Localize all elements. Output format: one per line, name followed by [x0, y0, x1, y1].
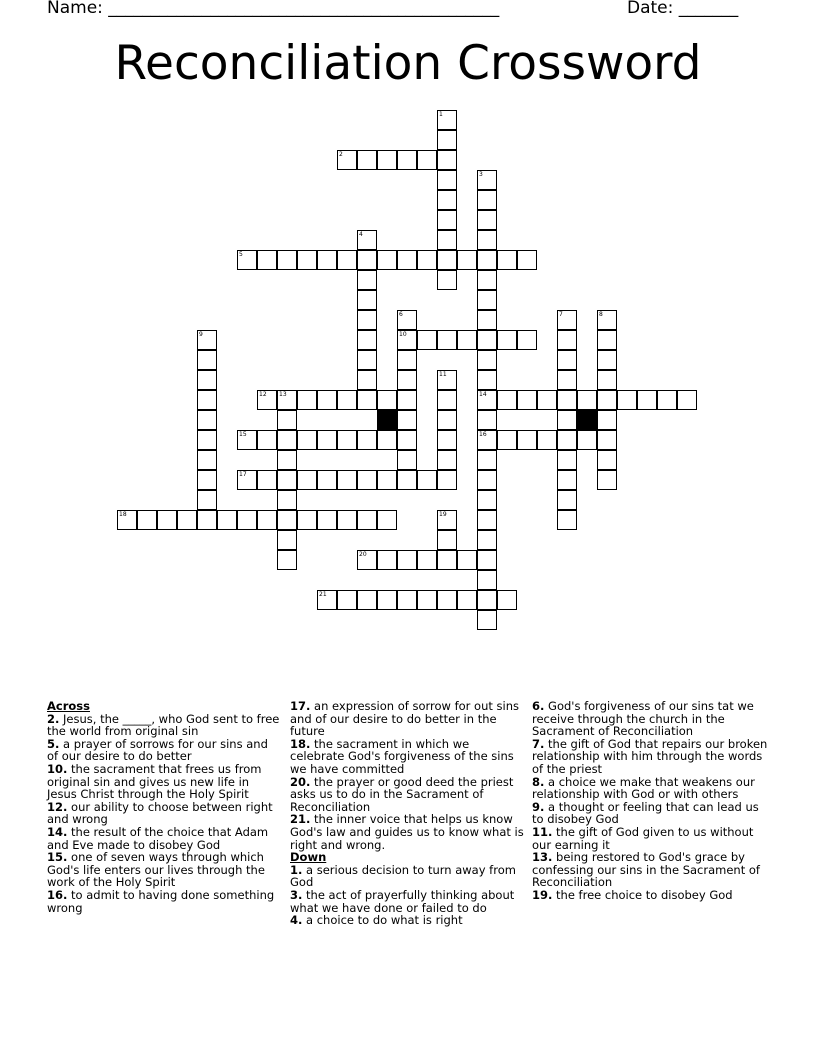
clue-text: the free choice to disobey God [552, 887, 733, 902]
grid-cell[interactable] [457, 330, 477, 350]
grid-cell[interactable] [397, 150, 417, 170]
clue-number: 15. [47, 850, 68, 865]
grid-cell[interactable] [557, 330, 577, 350]
clue-16 [47, 889, 282, 914]
grid-cell[interactable] [297, 510, 317, 530]
grid-cell[interactable] [277, 550, 297, 570]
grid-cell[interactable] [437, 590, 457, 610]
grid-cell[interactable] [477, 210, 497, 230]
grid-cell[interactable] [257, 470, 277, 490]
clue-20 [290, 776, 525, 814]
grid-cell[interactable] [557, 410, 577, 430]
grid-cell[interactable] [557, 350, 577, 370]
clue-text: God's forgiveness of our sins tat we receive through the church in the Sacrament of Reconciliation [532, 699, 754, 739]
clue-number: 21. [290, 812, 311, 827]
grid-cell[interactable] [197, 370, 217, 390]
grid-cell[interactable] [157, 510, 177, 530]
clue-number-3: 3 [479, 171, 483, 178]
clue-number-21: 21 [319, 591, 327, 598]
grid-cell[interactable] [557, 390, 577, 410]
grid-cell[interactable] [417, 330, 437, 350]
grid-cell[interactable] [337, 430, 357, 450]
clue-number-15: 15 [239, 431, 247, 438]
grid-cell[interactable] [657, 390, 677, 410]
black-cell [377, 410, 397, 430]
grid-cell[interactable] [217, 510, 237, 530]
grid-cell[interactable] [197, 410, 217, 430]
clue-number: 7. [532, 736, 545, 751]
clues-column-2 [290, 700, 525, 927]
clue-number: 4. [290, 913, 303, 928]
clue-text: the result of the choice that Adam and Eve made to disobey God [47, 824, 269, 852]
clue-number-17: 17 [239, 471, 247, 478]
grid-cell[interactable] [417, 470, 437, 490]
grid-cell[interactable] [397, 350, 417, 370]
grid-cell[interactable] [197, 490, 217, 510]
clue-number-5: 5 [239, 251, 243, 258]
grid-cell[interactable] [477, 310, 497, 330]
clue-text: Jesus, the _____, who God sent to free the world from original sin [47, 711, 280, 739]
clue-text: one of seven ways through which God's life enters our lives through the work of the Holy Spirit [47, 850, 265, 890]
grid-cell[interactable] [477, 290, 497, 310]
grid-cell[interactable] [437, 150, 457, 170]
clue-21 [290, 813, 525, 851]
grid-cell[interactable] [637, 390, 657, 410]
grid-cell[interactable] [497, 390, 517, 410]
grid-cell[interactable] [437, 470, 457, 490]
clue-text: a prayer of sorrows for our sins and of our desire to do better [47, 736, 268, 764]
clue-text: an expression of sorrow for out sins and of our desire to do better in the future [290, 699, 519, 739]
grid-cell[interactable] [437, 410, 457, 430]
grid-cell[interactable] [377, 470, 397, 490]
grid-cell[interactable] [677, 390, 697, 410]
grid-cell[interactable] [557, 510, 577, 530]
grid-cell[interactable] [377, 510, 397, 530]
grid-cell[interactable] [337, 390, 357, 410]
grid-cell[interactable] [277, 490, 297, 510]
grid-cell[interactable] [377, 430, 397, 450]
date-field-label[interactable]: Date: _______ [627, 0, 739, 18]
clue-number: 14. [47, 824, 68, 839]
clue-13 [532, 851, 772, 889]
clue-6 [532, 700, 772, 738]
grid-cell[interactable] [237, 510, 257, 530]
grid-cell[interactable] [317, 390, 337, 410]
clue-number: 1. [290, 862, 303, 877]
grid-cell[interactable] [197, 430, 217, 450]
grid-cell[interactable] [197, 470, 217, 490]
clue-12 [47, 801, 282, 826]
grid-cell[interactable] [417, 590, 437, 610]
clue-number: 13. [532, 850, 553, 865]
grid-cell[interactable] [517, 430, 537, 450]
grid-cell[interactable] [477, 550, 497, 570]
down-clue-list [290, 864, 525, 927]
clue-7 [532, 738, 772, 776]
clue-2 [47, 713, 282, 738]
grid-cell[interactable] [477, 370, 497, 390]
grid-cell[interactable] [337, 250, 357, 270]
grid-cell[interactable] [577, 390, 597, 410]
grid-cell[interactable] [597, 410, 617, 430]
grid-cell[interactable] [437, 390, 457, 410]
clues-column-1 [47, 700, 282, 914]
grid-cell[interactable] [597, 430, 617, 450]
clue-number: 18. [290, 736, 311, 751]
clue-number: 3. [290, 887, 303, 902]
grid-cell[interactable] [417, 250, 437, 270]
grid-cell[interactable] [577, 430, 597, 450]
clue-10 [47, 763, 282, 801]
grid-cell[interactable] [497, 250, 517, 270]
grid-cell[interactable] [437, 210, 457, 230]
grid-cell[interactable] [277, 530, 297, 550]
clue-number-7: 7 [559, 311, 563, 318]
black-cell [577, 410, 597, 430]
clue-number-2: 2 [339, 151, 343, 158]
down-clue-list-continued [532, 700, 772, 902]
grid-cell[interactable] [357, 390, 377, 410]
grid-cell[interactable] [437, 270, 457, 290]
grid-cell[interactable] [477, 410, 497, 430]
clue-text: the prayer or good deed the priest asks us to do in the Sacrament of Reconciliation [290, 774, 514, 814]
clue-number-11: 11 [439, 371, 447, 378]
grid-cell[interactable] [197, 510, 217, 530]
grid-cell[interactable] [357, 290, 377, 310]
clue-9 [532, 801, 772, 826]
grid-cell[interactable] [457, 250, 477, 270]
grid-cell[interactable] [437, 250, 457, 270]
grid-cell[interactable] [617, 390, 637, 410]
clue-text: the inner voice that helps us know God's law and guides us to know what is right and wrong. [290, 812, 524, 852]
clues-column-3 [532, 700, 772, 902]
grid-cell[interactable] [477, 510, 497, 530]
across-heading: Across [47, 699, 90, 713]
clue-number: 12. [47, 799, 68, 814]
clue-number-16: 16 [479, 431, 487, 438]
clue-8 [532, 776, 772, 801]
clue-number: 17. [290, 699, 311, 713]
grid-cell[interactable] [297, 430, 317, 450]
clue-number-8: 8 [599, 311, 603, 318]
clue-number: 11. [532, 824, 553, 839]
grid-cell[interactable] [277, 430, 297, 450]
clue-number-14: 14 [479, 391, 487, 398]
grid-cell[interactable] [597, 370, 617, 390]
grid-cell[interactable] [277, 410, 297, 430]
clue-number-18: 18 [119, 511, 127, 518]
clue-text: the gift of God that repairs our broken relationship with him through the words of the priest [532, 736, 768, 776]
clue-number-4: 4 [359, 231, 363, 238]
grid-cell[interactable] [597, 470, 617, 490]
grid-cell[interactable] [477, 590, 497, 610]
clue-5 [47, 738, 282, 763]
grid-cell[interactable] [477, 610, 497, 630]
grid-cell[interactable] [477, 190, 497, 210]
grid-cell[interactable] [397, 550, 417, 570]
clue-number: 5. [47, 736, 60, 751]
grid-cell[interactable] [377, 590, 397, 610]
grid-cell[interactable] [557, 490, 577, 510]
grid-cell[interactable] [477, 490, 497, 510]
clue-text: to admit to having done something wrong [47, 887, 275, 915]
grid-cell[interactable] [597, 390, 617, 410]
grid-cell[interactable] [477, 230, 497, 250]
grid-cell[interactable] [497, 330, 517, 350]
grid-cell[interactable] [397, 430, 417, 450]
clue-text: a thought or feeling that can lead us to disobey God [532, 799, 759, 827]
grid-cell[interactable] [277, 450, 297, 470]
grid-cell[interactable] [337, 470, 357, 490]
clue-number-9: 9 [199, 331, 203, 338]
grid-cell[interactable] [557, 370, 577, 390]
grid-cell[interactable] [357, 350, 377, 370]
grid-cell[interactable] [397, 590, 417, 610]
clue-11 [532, 826, 772, 851]
grid-cell[interactable] [437, 330, 457, 350]
grid-cell[interactable] [497, 430, 517, 450]
grid-cell[interactable] [437, 430, 457, 450]
grid-cell[interactable] [537, 390, 557, 410]
grid-cell[interactable] [277, 510, 297, 530]
clue-number: 16. [47, 887, 68, 902]
clue-1 [290, 864, 525, 889]
grid-cell[interactable] [257, 250, 277, 270]
grid-cell[interactable] [397, 410, 417, 430]
grid-cell[interactable] [357, 330, 377, 350]
grid-cell[interactable] [417, 550, 437, 570]
down-heading: Down [290, 850, 327, 865]
grid-cell[interactable] [477, 250, 497, 270]
grid-cell[interactable] [557, 470, 577, 490]
grid-cell[interactable] [377, 150, 397, 170]
clue-number-6: 6 [399, 311, 403, 318]
grid-cell[interactable] [397, 250, 417, 270]
grid-cell[interactable] [317, 250, 337, 270]
grid-cell[interactable] [337, 590, 357, 610]
grid-cell[interactable] [297, 470, 317, 490]
grid-cell[interactable] [477, 350, 497, 370]
clue-text: our ability to choose between right and wrong [47, 799, 273, 827]
grid-cell[interactable] [517, 390, 537, 410]
grid-cell[interactable] [397, 370, 417, 390]
grid-cell[interactable] [517, 250, 537, 270]
grid-cell[interactable] [257, 510, 277, 530]
clue-text: the act of prayerfully thinking about what we have done or failed to do [290, 887, 515, 915]
grid-cell[interactable] [477, 570, 497, 590]
grid-cell[interactable] [477, 330, 497, 350]
grid-cell[interactable] [297, 250, 317, 270]
clue-text: a choice we make that weakens our relationship with God or with others [532, 774, 755, 802]
grid-cell[interactable] [357, 370, 377, 390]
grid-cell[interactable] [397, 390, 417, 410]
grid-cell[interactable] [597, 330, 617, 350]
grid-cell[interactable] [277, 470, 297, 490]
grid-cell[interactable] [437, 190, 457, 210]
clue-number-1: 1 [439, 111, 443, 118]
grid-cell[interactable] [417, 150, 437, 170]
grid-cell[interactable] [437, 450, 457, 470]
grid-cell[interactable] [437, 530, 457, 550]
grid-cell[interactable] [597, 350, 617, 370]
clue-text: a serious decision to turn away from God [290, 862, 516, 890]
clue-number: 2. [47, 711, 60, 726]
clue-3 [290, 889, 525, 914]
grid-cell[interactable] [397, 470, 417, 490]
clue-text: a choice to do what is right [302, 913, 463, 928]
grid-cell[interactable] [277, 250, 297, 270]
grid-cell[interactable] [477, 530, 497, 550]
grid-cell[interactable] [357, 470, 377, 490]
grid-cell[interactable] [317, 430, 337, 450]
grid-cell[interactable] [197, 350, 217, 370]
clue-number: 8. [532, 774, 545, 789]
name-field-label[interactable]: Name: ______________________________________________ [47, 0, 500, 18]
grid-cell[interactable] [557, 450, 577, 470]
grid-cell[interactable] [137, 510, 157, 530]
grid-cell[interactable] [357, 590, 377, 610]
clue-18 [290, 738, 525, 776]
clue-text: the gift of God given to us without our earning it [532, 824, 754, 852]
across-clue-list [47, 713, 282, 915]
clue-15 [47, 851, 282, 889]
grid-cell[interactable] [557, 430, 577, 450]
grid-cell[interactable] [317, 510, 337, 530]
clue-number-19: 19 [439, 511, 447, 518]
clue-number-20: 20 [359, 551, 367, 558]
grid-cell[interactable] [437, 550, 457, 570]
grid-cell[interactable] [337, 510, 357, 530]
clue-4 [290, 914, 525, 927]
clue-number-13: 13 [279, 391, 287, 398]
grid-cell[interactable] [357, 310, 377, 330]
grid-cell[interactable] [597, 450, 617, 470]
clue-number-10: 10 [399, 331, 407, 338]
grid-cell[interactable] [317, 470, 337, 490]
grid-cell[interactable] [517, 330, 537, 350]
grid-cell[interactable] [477, 470, 497, 490]
clue-19 [532, 889, 772, 902]
grid-cell[interactable] [477, 270, 497, 290]
clue-text: being restored to God's grace by confessing our sins in the Sacrament of Reconciliation [532, 850, 760, 890]
grid-cell[interactable] [497, 590, 517, 610]
grid-cell[interactable] [357, 270, 377, 290]
grid-cell[interactable] [457, 590, 477, 610]
grid-cell[interactable] [297, 390, 317, 410]
grid-cell[interactable] [377, 550, 397, 570]
clue-17 [290, 700, 525, 738]
clue-number: 10. [47, 761, 68, 776]
clue-number: 9. [532, 799, 545, 814]
clue-number: 20. [290, 774, 311, 789]
grid-cell[interactable] [437, 130, 457, 150]
grid-cell[interactable] [357, 430, 377, 450]
grid-cell[interactable] [397, 450, 417, 470]
grid-cell[interactable] [357, 510, 377, 530]
grid-cell[interactable] [437, 170, 457, 190]
clue-number: 6. [532, 699, 545, 713]
grid-cell[interactable] [357, 250, 377, 270]
grid-cell[interactable] [197, 390, 217, 410]
grid-cell[interactable] [357, 150, 377, 170]
clue-text: the sacrament in which we celebrate God's forgiveness of the sins we have committed [290, 736, 514, 776]
grid-cell[interactable] [377, 250, 397, 270]
grid-cell[interactable] [537, 430, 557, 450]
clue-number-12: 12 [259, 391, 267, 398]
grid-cell[interactable] [377, 390, 397, 410]
page-title: Reconciliation Crossword [114, 36, 702, 91]
grid-cell[interactable] [437, 230, 457, 250]
grid-cell[interactable] [257, 430, 277, 450]
grid-cell[interactable] [177, 510, 197, 530]
grid-cell[interactable] [197, 450, 217, 470]
clue-text: the sacrament that frees us from original sin and gives us new life in Jesus Christ through the Holy Spirit [47, 761, 262, 802]
across-clue-list-continued [290, 700, 525, 851]
clue-number: 19. [532, 887, 553, 902]
clue-14 [47, 826, 282, 851]
grid-cell[interactable] [457, 550, 477, 570]
grid-cell[interactable] [477, 450, 497, 470]
